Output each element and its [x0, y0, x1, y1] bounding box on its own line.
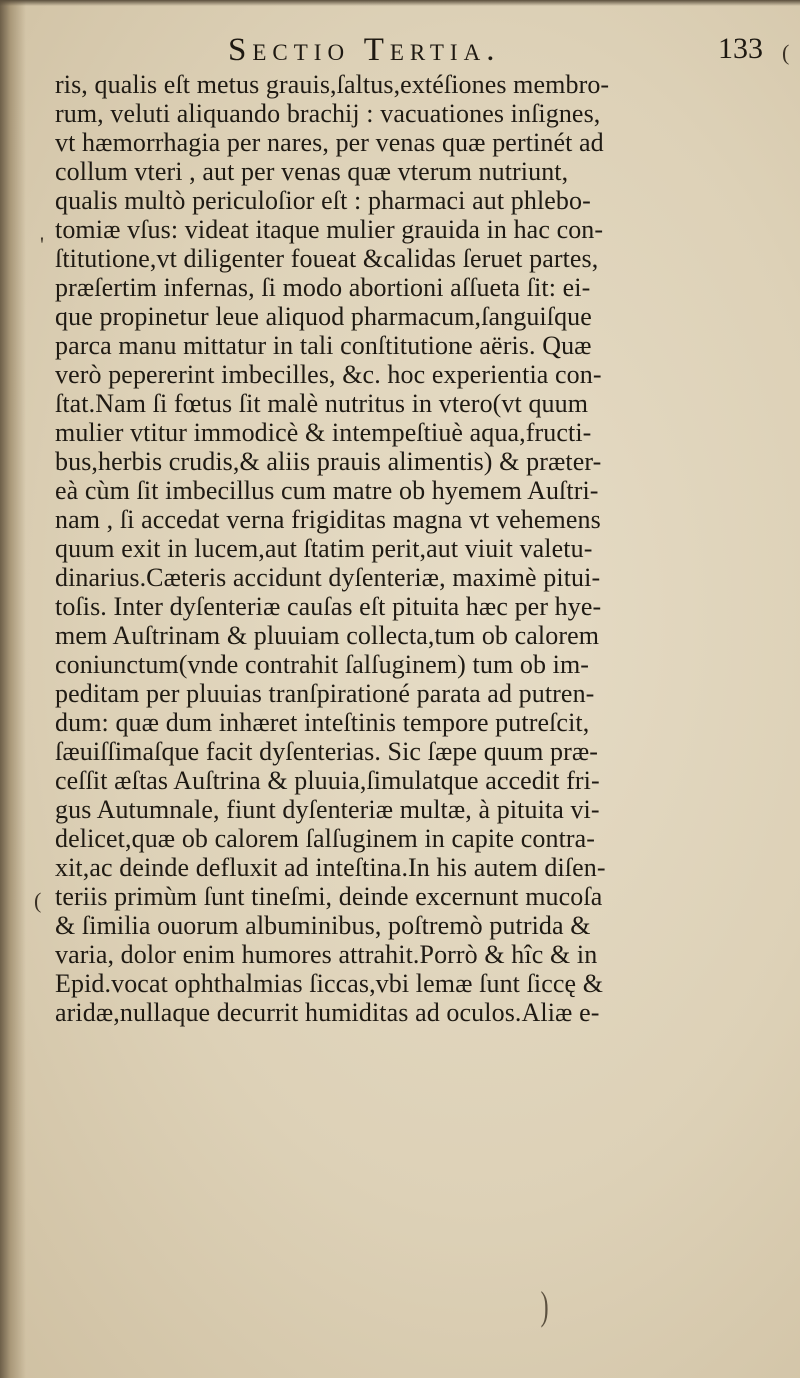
text-line: vt hæmorrhagia per nares, per venas quæ pertinét ad	[55, 128, 604, 157]
text-line: rum, veluti aliquando brachij : vacuationes inſignes,	[55, 99, 601, 128]
text-line: ſtat.Nam ſi fœtus ſit malè nutritus in vtero(vt quum	[55, 389, 589, 418]
text-line: qualis multò periculoſior eſt : pharmaci aut phlebo-	[55, 186, 591, 215]
margin-mark-line24: (	[34, 888, 42, 913]
text-line: que propinetur leue aliquod pharmacum,ſanguiſque	[55, 302, 592, 331]
page-top-edge	[0, 0, 800, 6]
text-line: teriis primùm ſunt tineſmi, deinde excernunt mucoſa	[55, 882, 603, 911]
text-line: ſtitutione,vt diligenter foueat &calidas ſeruet partes,	[55, 244, 599, 273]
text-line: tomiæ vſus: videat itaque mulier grauida in hac con-	[55, 215, 604, 244]
text-line: ceſſit æſtas Auſtrina & pluuia,ſimulatque accedit fri-	[55, 766, 600, 795]
gutter-shadow	[0, 0, 26, 1378]
text-line: delicet,quæ ob calorem ſalſuginem in capite contra-	[55, 824, 596, 853]
text-line: toſis. Inter dyſenteriæ cauſas eſt pituita hæc per hye-	[55, 592, 602, 621]
text-line: bus,herbis crudis,& aliis prauis alimentis) & præter-	[55, 447, 602, 476]
text-line: ris, qualis eſt metus grauis,ſaltus,extéſiones membro-	[55, 70, 610, 99]
text-line: nam , ſi accedat verna frigiditas magna vt vehemens	[55, 505, 601, 534]
text-line: mulier vtitur immodicè & intempeſtiuè aqua,fructi-	[55, 418, 592, 447]
text-line: quum exit in lucem,aut ſtatim perit,aut viuit valetu-	[55, 534, 593, 563]
text-line: xit,ac deinde defluxit ad inteſtina.In his autem diſen-	[55, 853, 606, 882]
text-line: mem Auſtrinam & pluuiam collecta,tum ob calorem	[55, 621, 600, 650]
text-line: coniunctum(vnde contrahit ſalſuginem) tum ob im-	[55, 650, 590, 679]
bottom-margin-mark: )	[540, 1283, 549, 1328]
text-line: & ſimilia ouorum albuminibus, poſtremò putrida &	[55, 911, 591, 940]
section-title: Sectio Tertia.	[228, 32, 501, 68]
text-line: dum: quæ dum inhæret inteſtinis tempore putreſcit,	[55, 708, 590, 737]
running-head	[0, 26, 800, 70]
text-line: ſæuiſſimaſque facit dyſenterias. Sic ſæpe quum præ-	[55, 737, 599, 766]
text-line: varia, dolor enim humores attrahit.Porrò & hîc & in	[55, 940, 598, 969]
text-line: collum vteri , aut per venas quæ vterum nutriunt,	[55, 157, 569, 186]
page-number: 133	[718, 32, 763, 65]
margin-mark-line5: '	[40, 232, 44, 257]
text-line: eà cùm ſit imbecillus cum matre ob hyemem Auſtri-	[55, 476, 599, 505]
text-line: Epid.vocat ophthalmias ſiccas,vbi lemæ ſunt ſiccę &	[55, 969, 604, 998]
text-line: peditam per pluuias tranſpirationé parata ad putren-	[55, 679, 595, 708]
margin-mark-top-right: (	[782, 40, 790, 65]
text-line: parca manu mittatur in tali conſtitutione aëris. Quæ	[55, 331, 592, 360]
text-line: dinarius.Cæteris accidunt dyſenteriæ, maximè pitui-	[55, 563, 601, 592]
text-line: aridæ,nullaque decurrit humiditas ad oculos.Aliæ e-	[55, 998, 600, 1027]
text-line: verò pepererint imbecilles, &c. hoc experientia con-	[55, 360, 602, 389]
body-text	[55, 70, 790, 1027]
text-line: præſertim infernas, ſi modo abortioni aſſueta ſit: ei-	[55, 273, 591, 302]
text-line: gus Autumnale, fiunt dyſenteriæ multæ, à pituita vi-	[55, 795, 600, 824]
